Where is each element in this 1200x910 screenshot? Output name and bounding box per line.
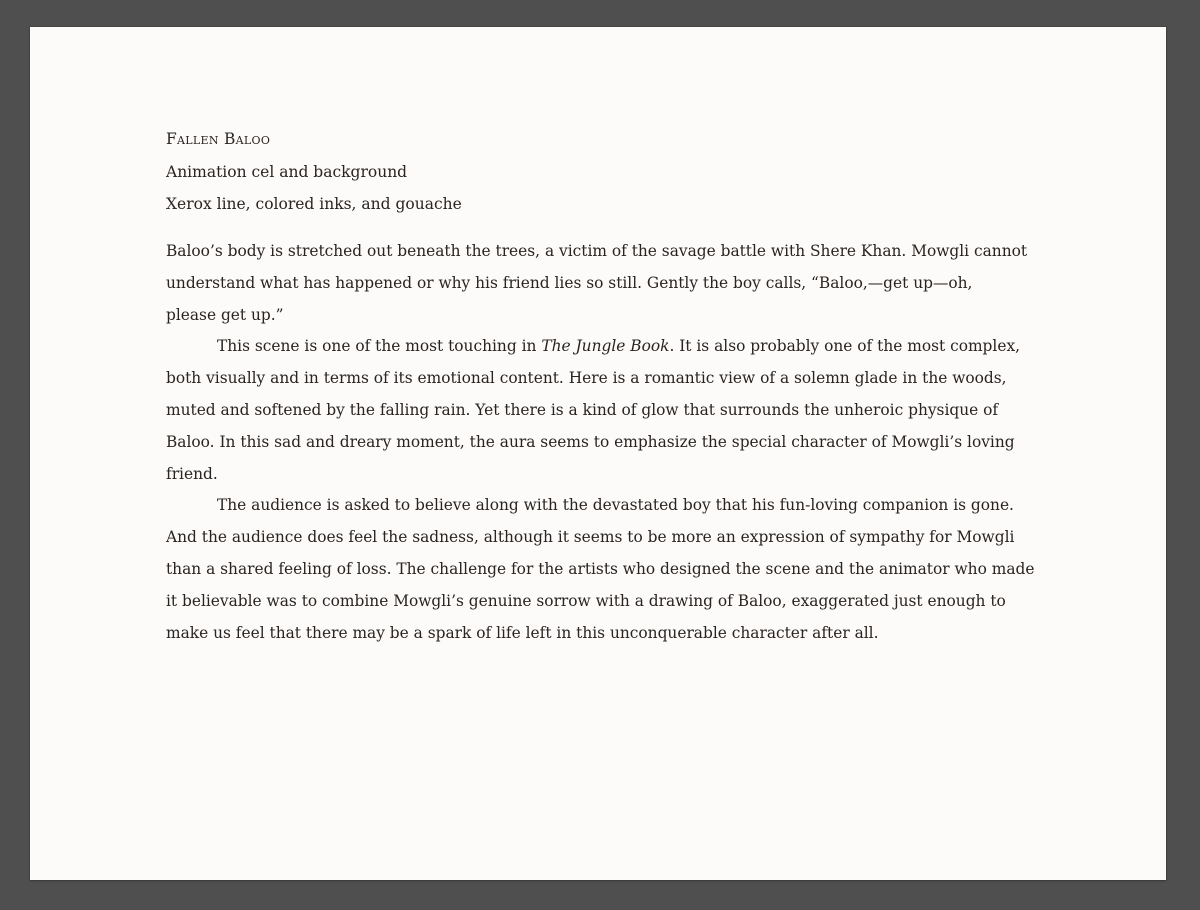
text-segment: This scene is one of the most touching in [217,337,542,356]
paragraph-line: please get up.” [166,305,284,324]
paragraph-line [166,331,1046,363]
paragraph-line: Baloo. In this sad and dreary moment, the aura seems to emphasize the special character of Mowgli’s loving [166,432,1015,451]
artwork-materials: Xerox line, colored inks, and gouache [166,195,462,213]
paragraph-1 [166,236,1046,331]
artwork-medium: Animation cel and background [166,162,408,181]
paragraph-line: Baloo’s body is stretched out beneath the trees, a victim of the savage battle with Shere Khan. Mowgli cannot [166,242,1028,260]
paragraph-3 [166,490,1046,649]
paragraph-line: both visually and in terms of its emotional content. Here is a romantic view of a solemn glade in the woods, [166,369,1007,388]
paragraph-line: muted and softened by the falling rain. Yet there is a kind of glow that surrounds the unheroic physique of [166,400,999,419]
document-page [30,27,1166,880]
text-segment: . It is also probably one of the most complex, [669,337,1021,356]
paragraph-2 [166,331,1046,490]
paragraph-line: understand what has happened or why his friend lies so still. Gently the boy calls, “Baloo,—get up—oh, [166,273,973,292]
artwork-title: Fallen Baloo [166,130,271,148]
paragraph-line: make us feel that there may be a spark of life left in this unconquerable character after all. [166,623,879,642]
paragraph-line: it believable was to combine Mowgli’s genuine sorrow with a drawing of Baloo, exaggerated just enough to [166,591,1006,610]
artwork-caption [166,123,1026,221]
body-text [166,236,1046,649]
paragraph-line: The audience is asked to believe along with the devastated boy that his fun-loving companion is gone. [217,496,1014,515]
paragraph-line: than a shared feeling of loss. The challenge for the artists who designed the scene and the animator who made [166,559,1035,578]
paragraph-line: And the audience does feel the sadness, although it seems to be more an expression of sympathy for Mowgli [166,528,1015,547]
book-title: The Jungle Book [541,337,670,356]
paragraph-line: friend. [166,464,218,483]
